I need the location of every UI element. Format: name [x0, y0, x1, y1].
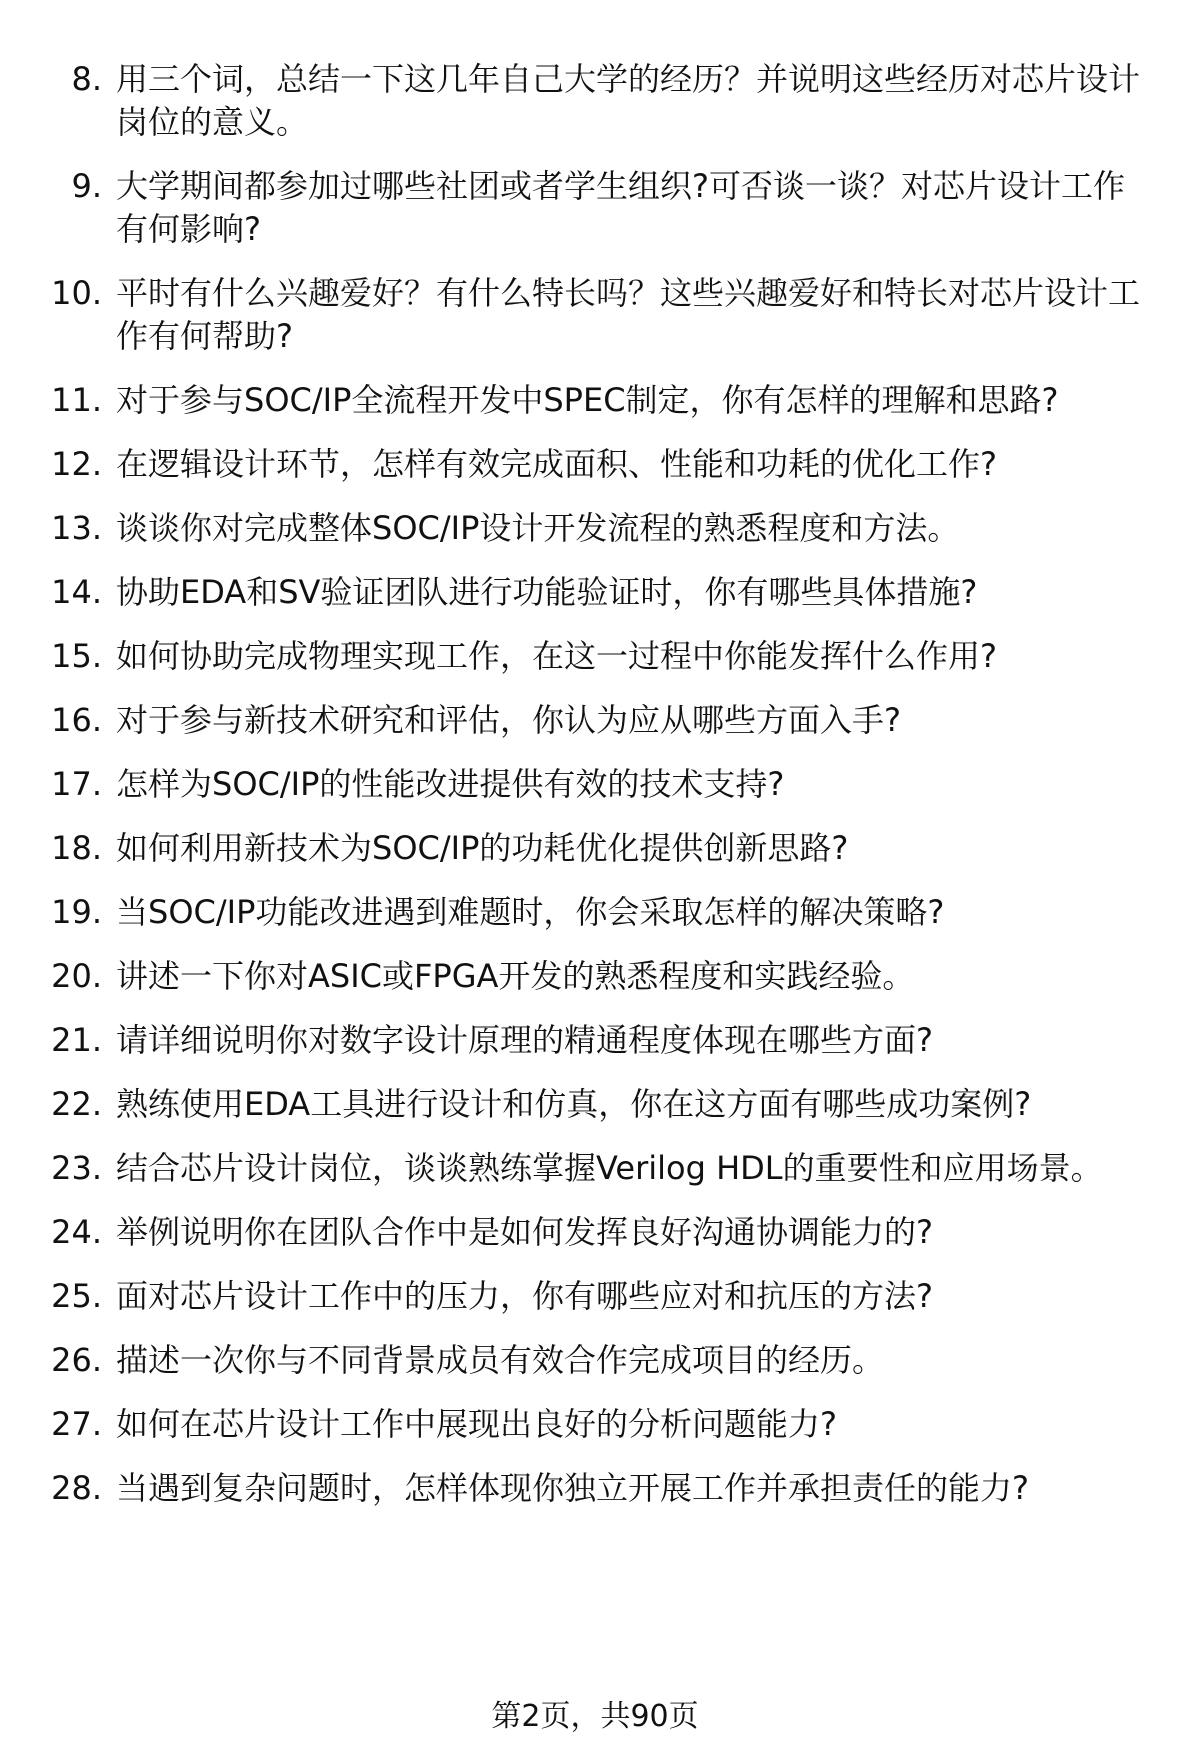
- question-text: 请详细说明你对数字设计原理的精通程度体现在哪些方面?: [116, 1021, 933, 1059]
- question-item: [0, 955, 1190, 998]
- question-number: 13.: [51, 509, 102, 547]
- question-number: 15.: [51, 637, 102, 675]
- question-item: [0, 1147, 1190, 1190]
- question-text: 协助EDA和SV验证团队进行功能验证时，你有哪些具体措施?: [116, 573, 978, 611]
- question-text: 对于参与新技术研究和评估，你认为应从哪些方面入手?: [116, 701, 901, 739]
- question-number: 21.: [51, 1021, 102, 1059]
- question-text: 怎样为SOC/IP的性能改进提供有效的技术支持?: [116, 765, 785, 803]
- question-item: [0, 443, 1190, 486]
- question-item: [0, 1083, 1190, 1126]
- question-text: 当遇到复杂问题时，怎样体现你独立开展工作并承担责任的能力?: [116, 1469, 1029, 1507]
- question-item: [0, 379, 1190, 422]
- question-text: 当SOC/IP功能改进遇到难题时，你会采取怎样的解决策略?: [116, 893, 945, 931]
- question-number: 20.: [51, 957, 102, 995]
- question-item: [0, 699, 1190, 742]
- question-text: 对于参与SOC/IP全流程开发中SPEC制定，你有怎样的理解和思路?: [116, 381, 1059, 419]
- question-text: 大学期间都参加过哪些社团或者学生组织?可否谈一谈？对芯片设计工作有何影响?: [116, 167, 1125, 248]
- page-footer: 第2页，共90页: [491, 1699, 699, 1734]
- question-item: [0, 1275, 1190, 1318]
- question-number: 22.: [51, 1085, 102, 1123]
- question-text: 熟练使用EDA工具进行设计和仿真，你在这方面有哪些成功案例?: [116, 1085, 1032, 1123]
- question-text: 结合芯片设计岗位，谈谈熟练掌握Verilog HDL的重要性和应用场景。: [116, 1149, 1103, 1187]
- question-item: [0, 1211, 1190, 1254]
- question-text: 谈谈你对完成整体SOC/IP设计开发流程的熟悉程度和方法。: [116, 509, 960, 547]
- question-text: 描述一次你与不同背景成员有效合作完成项目的经历。: [116, 1341, 885, 1379]
- question-number: 17.: [51, 765, 102, 803]
- question-list: [0, 58, 1190, 1531]
- question-number: 10.: [51, 274, 102, 312]
- question-number: 9.: [71, 167, 102, 205]
- question-number: 28.: [51, 1469, 102, 1507]
- question-item: [0, 571, 1190, 614]
- question-number: 27.: [51, 1405, 102, 1443]
- question-number: 8.: [71, 60, 102, 98]
- question-text: 如何在芯片设计工作中展现出良好的分析问题能力?: [116, 1405, 837, 1443]
- question-item: [0, 1339, 1190, 1382]
- question-text: 如何协助完成物理实现工作，在这一过程中你能发挥什么作用?: [116, 637, 997, 675]
- question-text: 面对芯片设计工作中的压力，你有哪些应对和抗压的方法?: [116, 1277, 933, 1315]
- question-number: 26.: [51, 1341, 102, 1379]
- question-item: [0, 165, 1190, 251]
- question-number: 11.: [51, 381, 102, 419]
- question-item: [0, 58, 1190, 144]
- question-number: 19.: [51, 893, 102, 931]
- question-text: 讲述一下你对ASIC或FPGA开发的熟悉程度和实践经验。: [116, 957, 915, 995]
- question-item: [0, 507, 1190, 550]
- question-item: [0, 1019, 1190, 1062]
- question-number: 12.: [51, 445, 102, 483]
- question-text: 用三个词，总结一下这几年自己大学的经历？并说明这些经历对芯片设计岗位的意义。: [116, 60, 1141, 141]
- question-item: [0, 763, 1190, 806]
- question-number: 24.: [51, 1213, 102, 1251]
- question-item: [0, 827, 1190, 870]
- question-text: 平时有什么兴趣爱好？有什么特长吗？这些兴趣爱好和特长对芯片设计工作有何帮助?: [116, 274, 1141, 355]
- question-item: [0, 1403, 1190, 1446]
- question-item: [0, 891, 1190, 934]
- question-item: [0, 635, 1190, 678]
- question-number: 14.: [51, 573, 102, 611]
- question-text: 举例说明你在团队合作中是如何发挥良好沟通协调能力的?: [116, 1213, 933, 1251]
- question-number: 25.: [51, 1277, 102, 1315]
- question-number: 16.: [51, 701, 102, 739]
- question-text: 如何利用新技术为SOC/IP的功耗优化提供创新思路?: [116, 829, 849, 867]
- question-item: [0, 1467, 1190, 1510]
- question-number: 23.: [51, 1149, 102, 1187]
- question-number: 18.: [51, 829, 102, 867]
- question-text: 在逻辑设计环节，怎样有效完成面积、性能和功耗的优化工作?: [116, 445, 997, 483]
- question-item: [0, 272, 1190, 358]
